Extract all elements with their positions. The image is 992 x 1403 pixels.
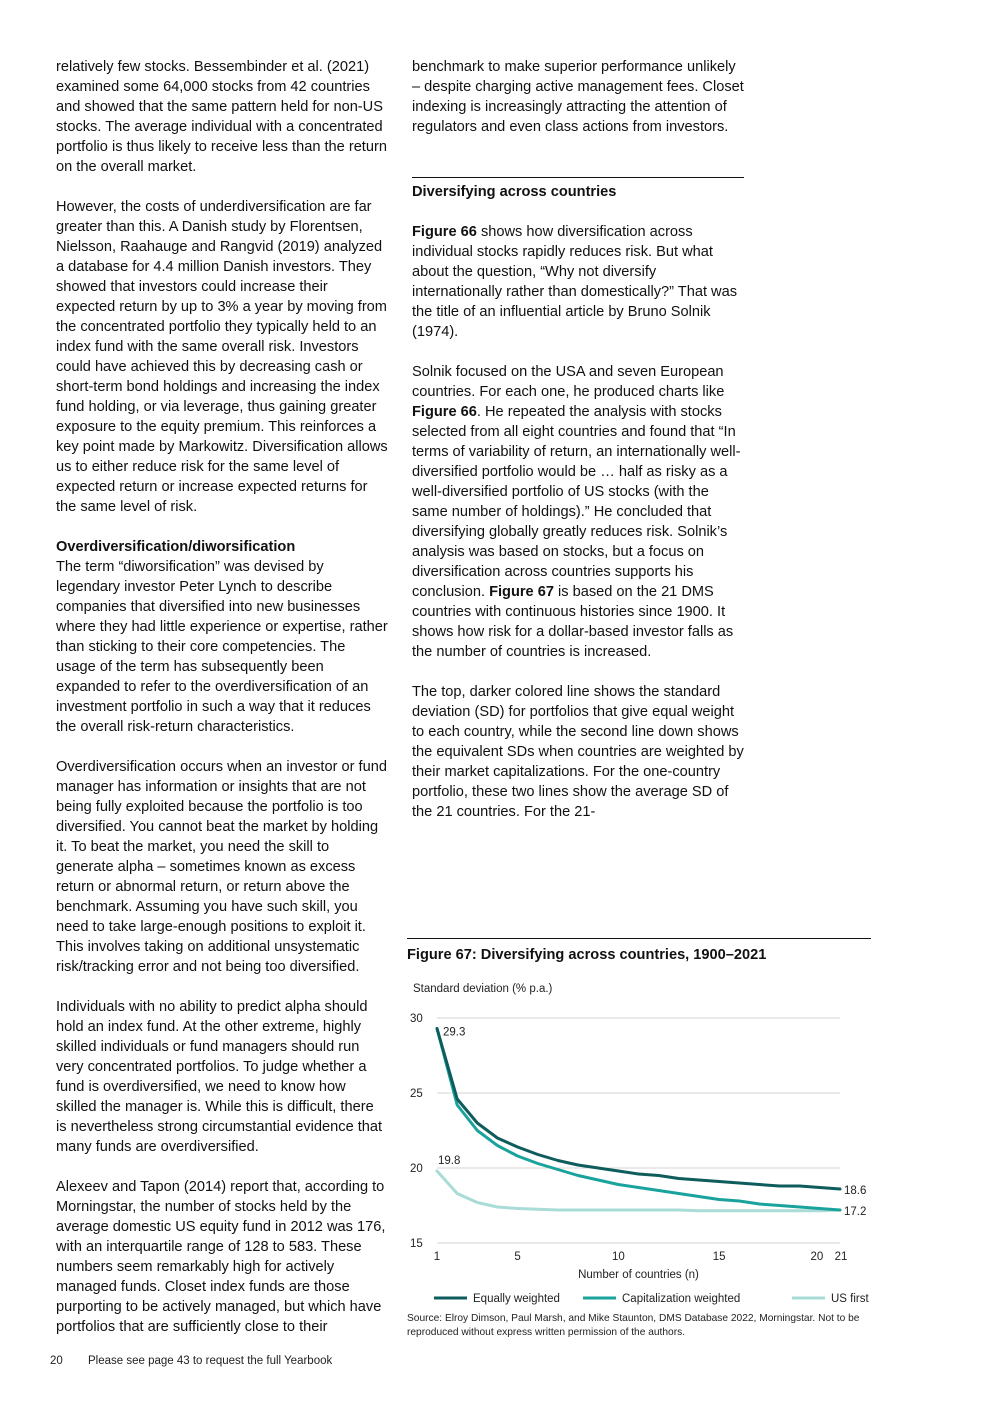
figure-source: Source: Elroy Dimson, Paul Marsh, and Mike Staunton, DMS Database 2022, Morningstar. Not to be reproduced without express written permission of the authors. [407,1313,860,1338]
x-tick-label: 5 [514,1251,521,1263]
section-heading: Overdiversification/diworsification [56,539,296,555]
data-label: 17.2 [844,1206,867,1218]
x-tick-label: 1 [433,1251,441,1263]
x-tick-label: 20 [810,1251,824,1263]
paragraph: Individuals with no ability to predict alpha should hold an index fund. At the other extreme, highly skilled individuals or fund managers should run very concentrated portfolios. To judge whether a fund is overdiversified, we need to know how skilled the manager is. While this is difficult, there is nevertheless strong circumstantial evidence that many funds are overdiversified. [56,999,383,1155]
left-column [56,57,388,1357]
paragraph: Overdiversification occurs when an investor or fund manager has information or insights that are not being fully exploited because the portfolio is too diversified. You cannot beat the market by holding it. To beat the market, you need the skill to generate alpha – sometimes known as excess return or abnormal return, or return above the benchmark. Assuming you have such skill, you need to take large-enough positions to exploit it. This involves taking on additional unsystematic risk/tracking error and not being too diversified. [56,759,387,975]
x-tick-label: 15 [712,1251,726,1263]
legend-label: US first [831,1293,869,1305]
page-footer [50,1355,354,1367]
paragraph: relatively few stocks. Bessembinder et al. (2021) examined some 64,000 stocks from 42 countries and showed that the same pattern held for non-US stocks. The average individual with a concentrated portfolio is thus likely to receive less than the return on the overall market. [56,59,387,175]
paragraph: benchmark to make superior performance unlikely – despite charging active management fees. Closet indexing is increasingly attracting the attention of regulators and even class actions from investors. [412,59,744,135]
line-chart [407,975,871,1312]
x-tick-label: 10 [611,1251,625,1263]
paragraph: The term “diworsification” was devised by legendary investor Peter Lynch to describe companies that diversified into new businesses where they had little experience or expertise, rather than sticking to their core competencies. The usage of the term has subsequently been expanded to refer to the overdiversification of an investment portfolio in such a way that it reduces the overall risk-return characteristics. [56,559,388,735]
figure-title: Figure 67: Diversifying across countries, 1900–2021 [407,947,767,963]
x-axis-label: Number of countries (n) [578,1269,699,1281]
paragraph: Solnik focused on the USA and seven European countries. For each one, he produced charts like Figure 66. He repeated the analysis with stocks selected from all eight countries and found that “In terms of variability of return, an internationally well-diversified portfolio would be … half as risky as a well-diversified portfolio of US stocks (with the same number of holdings).” He concluded that diversifying globally greatly reduces risk. Solnik’s analysis was based on stocks, but a focus on diversification across countries supports his conclusion. Figure 67 is based on the 21 DMS countries with continuous histories since 1900. It shows how risk for a dollar-based investor falls as the number of countries is increased. [412,364,741,660]
y-tick-label: 25 [410,1088,423,1100]
data-label: 18.6 [844,1185,867,1197]
section-heading: Diversifying across countries [412,184,617,200]
y-tick-label: 30 [410,1013,423,1025]
paragraph: Alexeev and Tapon (2014) report that, according to Morningstar, the number of stocks held by the average domestic US equity fund in 2012 was 176, with an interquartile range of 128 to 583. These numbers seem remarkably high for actively managed funds. Closet index funds are those purporting to be actively managed, but which have portfolios that are sufficiently close to their [56,1179,386,1335]
section-divider [412,177,744,178]
legend-label: Equally weighted [473,1293,560,1305]
page-number: 20 [50,1355,63,1367]
x-tick-label: 21 [834,1251,848,1263]
paragraph: The top, darker colored line shows the standard deviation (SD) for portfolios that give equal weight to each country, while the second line down shows the equivalent SDs when countries are weighted by their market capitalizations. For the one-country portfolio, these two lines show the average SD of the 21 countries. For the 21- [412,684,744,820]
data-label: 29.3 [443,1026,466,1039]
figure-67 [407,938,871,963]
paragraph: However, the costs of underdiversification are far greater than this. A Danish study by Florentsen, Nielsson, Raahauge and Rangvid (2019) analyzed a database for 4.4 million Danish investors. They showed that investors could increase their expected return by up to 3% a year by moving from the concentrated portfolio they typically held to an index fund with the same overall risk. Investors could have achieved this by decreasing cash or short-term bond holdings and increasing the index fund holding, or via leverage, thus gaining greater exposure to the equity premium. This reinforces a key point made by Markowitz. Diversification allows us to either reduce risk for the same level of expected return or increase expected returns for the same level of risk. [56,199,388,515]
figure-reference: Figure 67 [489,584,554,600]
paragraph: Figure 66 shows how diversification across individual stocks rapidly reduces risk. But what about the question, “Why not diversify internationally rather than domestically?” That was the title of an influential article by Bruno Solnik (1974). [412,224,738,340]
data-label: 19.8 [438,1155,461,1167]
legend-label: Capitalization weighted [622,1293,741,1305]
figure-reference: Figure 66 [412,404,477,420]
y-tick-label: 20 [410,1163,423,1175]
right-column [412,57,744,842]
y-axis-label: Standard deviation (% p.a.) [413,983,553,995]
y-tick-label: 15 [410,1238,423,1250]
series-line [437,1026,840,1190]
footer-note: Please see page 43 to request the full Yearbook [88,1355,333,1367]
figure-reference: Figure 66 [412,224,477,240]
figure-divider [407,938,871,939]
series-line [437,1026,840,1211]
